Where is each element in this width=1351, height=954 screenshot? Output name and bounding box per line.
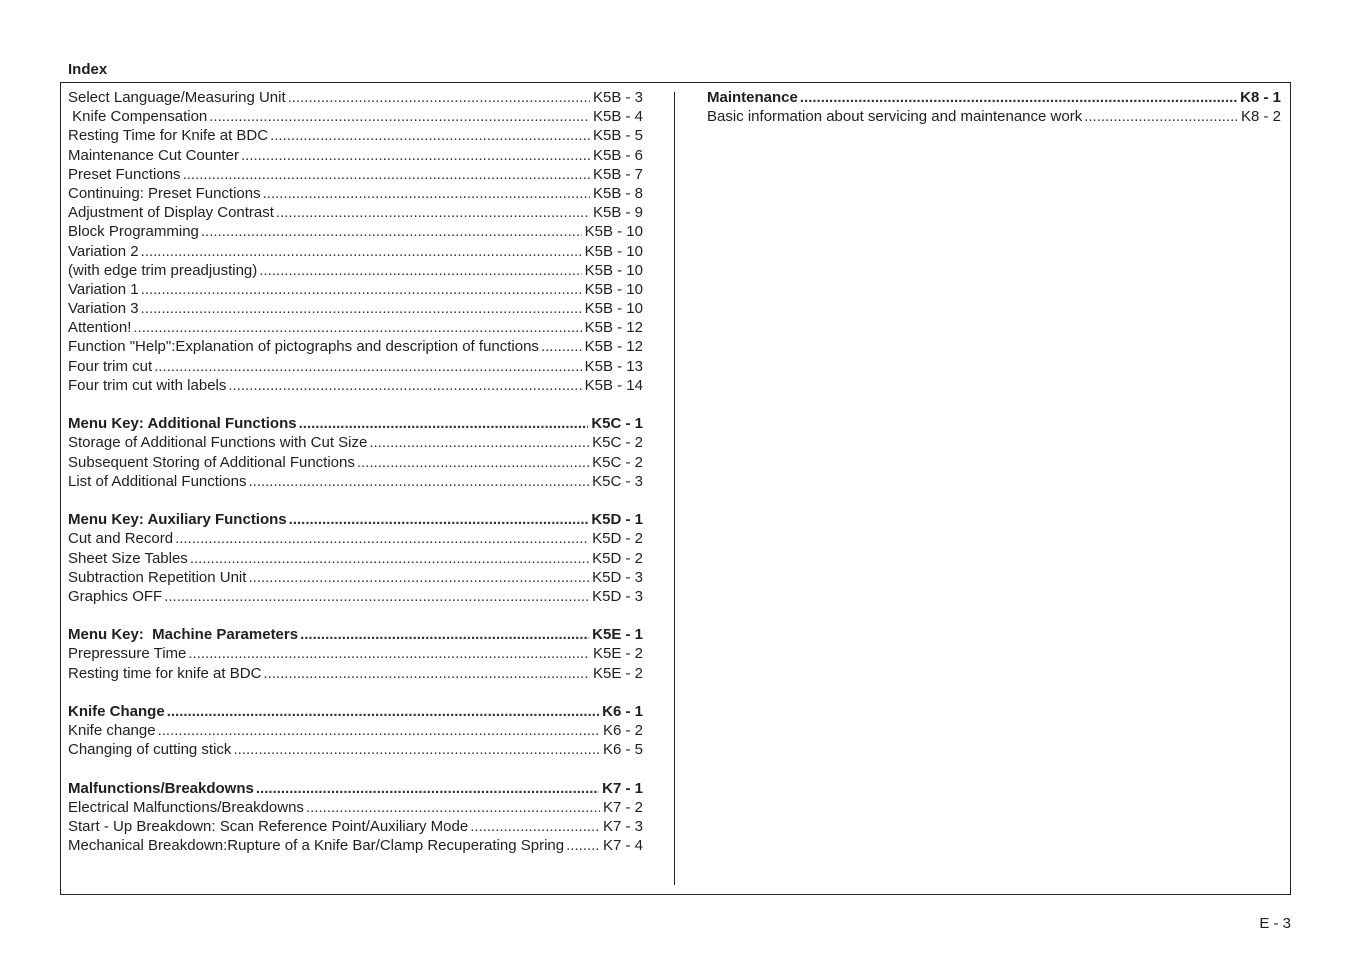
index-entry-page: K5E - 2 [592, 664, 643, 682]
index-section-heading [68, 702, 643, 721]
index-section-heading [68, 625, 643, 644]
index-entry-title: Basic information about servicing and maintenance work [707, 108, 1083, 126]
index-entry-page: K7 - 2 [602, 798, 643, 816]
index-entry-page: K5D - 2 [592, 549, 643, 567]
index-entry-title: Maintenance [707, 89, 798, 106]
index-leader-dots [201, 222, 582, 241]
index-entry-page: K5B - 10 [584, 223, 643, 241]
index-leader-dots [248, 568, 589, 587]
index-leader-dots [276, 203, 590, 222]
index-leader-dots [183, 165, 590, 184]
index-entry-page: K6 - 5 [602, 741, 643, 759]
index-entry-title: Four trim cut [68, 357, 153, 375]
index-leader-dots [306, 798, 600, 817]
index-leader-dots [158, 721, 600, 740]
index-entry-title: Electrical Malfunctions/Breakdowns [68, 798, 304, 816]
index-entry-page: K5E - 2 [592, 645, 643, 663]
index-entry [68, 817, 643, 836]
index-section-heading [68, 414, 643, 433]
index-leader-dots [188, 644, 590, 663]
index-entry-page: K5B - 9 [592, 204, 643, 222]
index-leader-dots [133, 318, 581, 337]
index-spacer [68, 760, 643, 779]
index-leader-dots [167, 702, 599, 721]
index-entry-title: Graphics OFF [68, 587, 163, 605]
index-leader-dots [175, 529, 589, 548]
index-entry-page: K5C - 3 [592, 472, 643, 490]
index-entry-title: Variation 2 [68, 242, 139, 260]
page-number: E - 3 [1259, 915, 1291, 932]
index-entry-title: Subtraction Repetition Unit [68, 568, 247, 586]
index-leader-dots [800, 88, 1237, 107]
index-leader-dots [357, 453, 589, 472]
index-section-heading [707, 88, 1281, 107]
index-entry-title: Menu Key: Machine Parameters [68, 626, 299, 644]
index-entry [68, 721, 643, 740]
index-entry-page: K5B - 8 [592, 184, 643, 202]
index-entry-page: K5C - 1 [591, 415, 643, 433]
index-entry-title: Block Programming [68, 223, 199, 241]
index-entry-page: K5D - 1 [591, 511, 643, 529]
index-entry [68, 88, 643, 107]
index-heading: Index [68, 61, 108, 78]
index-leader-dots [141, 242, 582, 261]
index-leader-dots [248, 472, 589, 491]
index-leader-dots [233, 740, 600, 759]
index-entry-page: K5B - 10 [584, 280, 643, 298]
index-entry-page: K5B - 13 [584, 357, 643, 375]
index-spacer [68, 683, 643, 702]
index-leader-dots [369, 433, 589, 452]
index-entry-page: K5C - 2 [592, 453, 643, 471]
index-leader-dots [259, 261, 581, 280]
index-entry [68, 203, 643, 222]
index-leader-dots [164, 587, 589, 606]
index-entry-title: Four trim cut with labels [68, 376, 227, 394]
index-entry [68, 318, 643, 337]
index-entry-page: K5D - 3 [592, 587, 643, 605]
index-entry-page: K5B - 4 [592, 108, 643, 126]
index-entry-title: Subsequent Storing of Additional Functions [68, 453, 355, 471]
index-spacer [68, 491, 643, 510]
index-entry [68, 472, 643, 491]
index-entry [68, 184, 643, 203]
index-entry-title: Knife Compensation [68, 108, 208, 126]
index-entry-page: K5B - 10 [584, 300, 643, 318]
index-leader-dots [270, 126, 590, 145]
index-entry-title: Knife change [68, 722, 156, 740]
index-entry-title: Sheet Size Tables [68, 549, 188, 567]
index-entry [68, 740, 643, 759]
index-entry-title: Storage of Additional Functions with Cut Size [68, 434, 368, 452]
index-leader-dots [263, 664, 590, 683]
index-entry [68, 453, 643, 472]
index-entry-page: K8 - 1 [1240, 89, 1281, 106]
column-divider [674, 92, 675, 885]
index-entry-title: Changing of cutting stick [68, 741, 232, 759]
index-entry-page: K5B - 5 [592, 127, 643, 145]
index-entry-title: Variation 1 [68, 280, 139, 298]
index-entry-page: K6 - 1 [602, 703, 643, 720]
index-entry-title: Attention! [68, 319, 132, 337]
index-spacer [68, 606, 643, 625]
index-leader-dots [256, 779, 599, 798]
index-entry-page: K5B - 7 [592, 165, 643, 183]
index-entry-page: K5B - 12 [584, 319, 643, 337]
index-entry-title: Adjustment of Display Contrast [68, 204, 274, 222]
index-entry-title: Select Language/Measuring Unit [68, 89, 286, 106]
index-section-heading [68, 510, 643, 529]
index-entry-title: List of Additional Functions [68, 472, 247, 490]
index-entry-title: Maintenance Cut Counter [68, 146, 239, 164]
index-entry [68, 222, 643, 241]
index-right-column [707, 88, 1281, 126]
index-leader-dots [288, 88, 590, 107]
index-entry-title: Malfunctions/Breakdowns [68, 779, 254, 797]
index-leader-dots [299, 414, 589, 433]
index-left-column [68, 88, 643, 856]
index-entry [68, 337, 643, 356]
index-entry-title: Knife Change [68, 703, 165, 720]
index-entry [68, 280, 643, 299]
index-leader-dots [141, 299, 582, 318]
index-leader-dots [566, 836, 600, 855]
index-entry-page: K5D - 3 [592, 568, 643, 586]
index-entry-page: K7 - 4 [602, 837, 643, 855]
index-leader-dots [190, 549, 589, 568]
index-leader-dots [541, 337, 582, 356]
index-entry-page: K7 - 3 [602, 818, 643, 836]
index-entry-page: K5B - 10 [584, 261, 643, 279]
index-leader-dots [241, 146, 590, 165]
index-entry-title: Mechanical Breakdown:Rupture of a Knife Bar/Clamp Recuperating Spring [68, 837, 565, 855]
index-entry-title: Menu Key: Auxiliary Functions [68, 511, 287, 529]
index-entry-page: K5E - 1 [592, 626, 643, 644]
index-entry-title: Preset Functions [68, 165, 181, 183]
index-entry [68, 357, 643, 376]
index-entry-page: K5C - 2 [592, 434, 643, 452]
index-entry [68, 836, 643, 855]
index-entry [68, 644, 643, 663]
index-leader-dots [141, 280, 582, 299]
index-entry [68, 107, 643, 126]
index-entry-title: (with edge trim preadjusting) [68, 261, 258, 279]
index-entry-page: K5B - 6 [592, 146, 643, 164]
index-entry-page: K6 - 2 [602, 722, 643, 740]
index-entry-title: Continuing: Preset Functions [68, 184, 261, 202]
index-entry [68, 587, 643, 606]
index-entry-page: K5B - 3 [592, 89, 643, 106]
index-entry [68, 299, 643, 318]
index-entry-page: K7 - 1 [602, 779, 643, 797]
index-entry-page: K5B - 10 [584, 242, 643, 260]
index-leader-dots [263, 184, 590, 203]
index-entry-title: Function "Help":Explanation of pictographs and description of functions [68, 338, 539, 356]
index-leader-dots [209, 107, 590, 126]
index-leader-dots [289, 510, 589, 529]
index-entry [68, 376, 643, 395]
index-entry [68, 664, 643, 683]
index-entry-page: K8 - 2 [1240, 108, 1281, 126]
index-entry [68, 261, 643, 280]
index-entry [68, 126, 643, 145]
index-entry [68, 242, 643, 261]
index-entry-title: Variation 3 [68, 300, 139, 318]
index-entry [68, 529, 643, 548]
index-section-heading [68, 779, 643, 798]
index-entry-page: K5B - 12 [584, 338, 643, 356]
index-entry [68, 146, 643, 165]
index-leader-dots [228, 376, 581, 395]
index-entry [68, 568, 643, 587]
index-entry [68, 798, 643, 817]
index-entry-page: K5D - 2 [592, 530, 643, 548]
index-entry-title: Start - Up Breakdown: Scan Reference Point/Auxiliary Mode [68, 818, 469, 836]
index-leader-dots [300, 625, 589, 644]
index-entry-title: Menu Key: Additional Functions [68, 415, 297, 433]
index-leader-dots [154, 357, 581, 376]
index-entry [68, 549, 643, 568]
index-leader-dots [1084, 107, 1238, 126]
index-entry [707, 107, 1281, 126]
index-entry-title: Resting Time for Knife at BDC [68, 127, 269, 145]
index-entry-title: Prepressure Time [68, 645, 187, 663]
index-spacer [68, 395, 643, 414]
index-entry-page: K5B - 14 [584, 376, 643, 394]
index-entry [68, 165, 643, 184]
index-entry [68, 433, 643, 452]
index-leader-dots [470, 817, 600, 836]
index-entry-title: Cut and Record [68, 530, 174, 548]
index-entry-title: Resting time for knife at BDC [68, 664, 262, 682]
